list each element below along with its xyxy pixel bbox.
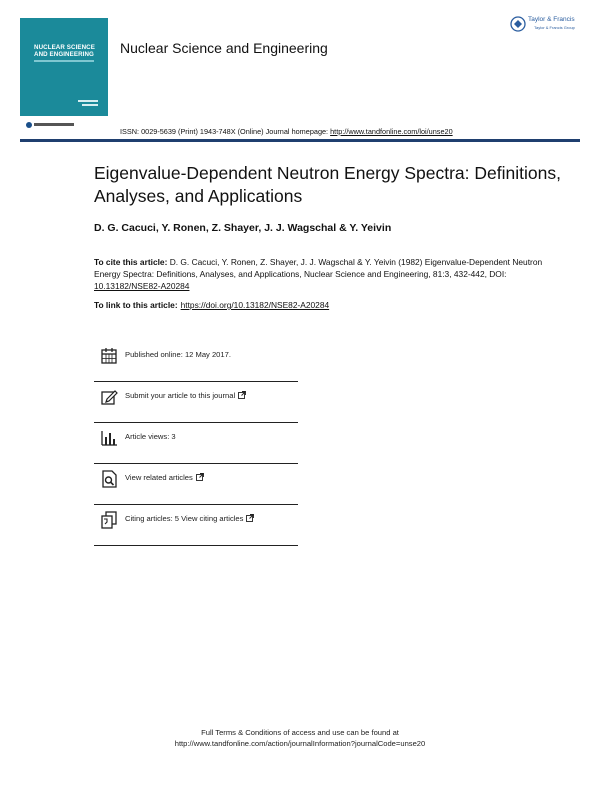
cover-logo-text	[34, 123, 74, 126]
bar-chart-icon	[100, 429, 118, 447]
cover-title	[34, 44, 104, 58]
article-title: Eigenvalue-Dependent Neutron Energy Spectra: Definitions, Analyses, and Applications	[94, 163, 561, 206]
external-link-icon	[246, 514, 254, 522]
journal-homepage-link[interactable]: http://www.tandfonline.com/loi/unse20	[330, 127, 453, 136]
calendar-icon	[100, 347, 118, 365]
related-articles-text: View related articles	[125, 473, 193, 482]
cover-title-line1: NUCLEAR SCIENCE	[34, 44, 95, 51]
journal-cover	[20, 18, 108, 134]
external-link-icon	[238, 391, 246, 399]
citing-articles-text: Citing articles: 5 View citing articles	[125, 514, 244, 523]
cover-subtitle-bar	[34, 60, 94, 62]
article-authors: D. G. Cacuci, Y. Ronen, Z. Shayer, J. J. Wagschal & Y. Yeivin	[94, 222, 392, 234]
submit-article-text: Submit your article to this journal	[125, 391, 236, 400]
issn-text: ISSN: 0029-5639 (Print) 1943-748X (Online) Journal homepage:	[120, 127, 331, 136]
cover-detail-a	[78, 100, 98, 102]
document-search-icon	[100, 470, 118, 488]
citation-text: D. G. Cacuci, Y. Ronen, Z. Shayer, J. J. Wagschal & Y. Yeivin (1982) Eigenvalue-Dependent Neutron Energy Spectra: Definitions, Analyses, and Applications, Nuclear Science and Engineering, 81:3, 432-442, DOI:	[94, 257, 543, 279]
related-articles-item[interactable]	[94, 464, 298, 505]
cover-logo-icon	[26, 122, 32, 128]
external-link-icon	[196, 473, 204, 481]
cover-title-line2: AND ENGINEERING	[34, 51, 94, 58]
published-online-text: Published online: 12 May 2017.	[125, 350, 231, 359]
publisher-logo-icon	[510, 16, 526, 32]
publisher-name: Taylor & Francis	[528, 16, 575, 23]
article-link[interactable]: https://doi.org/10.13182/NSE82-A20284	[180, 300, 330, 310]
citation-label: To cite this article:	[94, 257, 168, 267]
citing-documents-icon	[100, 511, 118, 529]
journal-name: Nuclear Science and Engineering	[120, 40, 328, 56]
footer	[0, 727, 600, 749]
submit-article-link[interactable]	[125, 391, 246, 400]
footer-terms-link[interactable]: http://www.tandfonline.com/action/journalInformation?journalCode=unse20	[174, 739, 426, 748]
cover-detail-b	[82, 104, 98, 106]
pencil-edit-icon	[100, 388, 118, 406]
article-link-label: To link to this article:	[94, 300, 178, 310]
related-articles-link[interactable]	[125, 473, 204, 482]
article-views-item	[94, 423, 298, 464]
citing-articles-item[interactable]	[94, 505, 298, 546]
header-rule	[20, 139, 580, 142]
article-views-text: Article views: 3	[125, 432, 176, 441]
publisher-group: Taylor & Francis Group	[534, 25, 575, 30]
issn-line	[120, 127, 453, 136]
citation-block	[94, 256, 564, 292]
submit-article-item[interactable]	[94, 382, 298, 423]
published-online-item	[94, 341, 298, 382]
doi-link[interactable]: 10.13182/NSE82-A20284	[94, 281, 190, 291]
article-link-line	[94, 300, 329, 310]
footer-terms-text: Full Terms & Conditions of access and use can be found at	[201, 728, 399, 737]
publisher-logo	[510, 14, 585, 36]
citing-articles-link[interactable]	[125, 514, 254, 523]
